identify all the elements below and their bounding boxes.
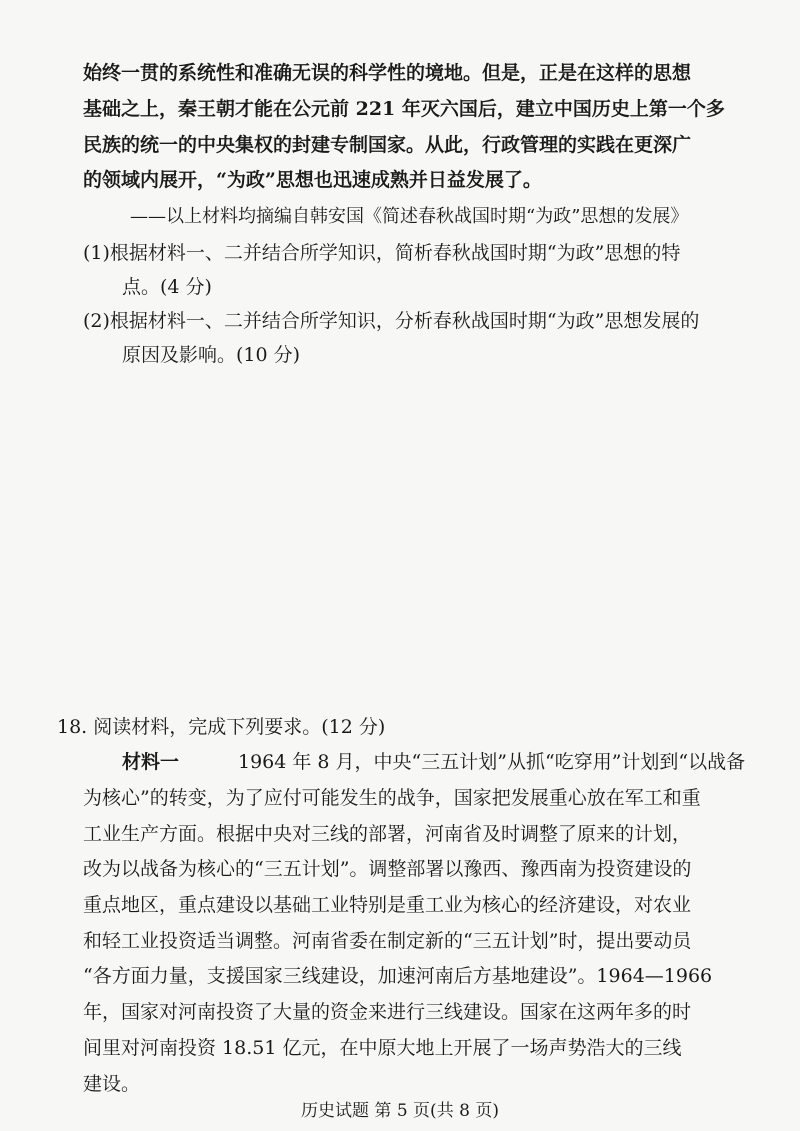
question-17-1: (1)根据材料一、二并结合所学知识，简析春秋战国时期“为政”思想的特 [83, 242, 681, 264]
material-line: 1964 年 8 月，中央“三五计划”从抓“吃穿用”计划到“以战备 [238, 751, 746, 773]
question-18-heading: 18. 阅读材料，完成下列要求。(12 分) [57, 716, 386, 738]
material-line: 和轻工业投资适当调整。河南省委在制定新的“三五计划”时，提出要动员 [83, 930, 692, 952]
question-17-2: (2)根据材料一、二并结合所学知识，分析春秋战国时期“为政”思想发展的 [83, 310, 700, 332]
question-17-1-cont: 点。(4 分) [122, 276, 212, 298]
material-line: 间里对河南投资 18.51 亿元，在中原大地上开展了一场声势浩大的三线 [83, 1037, 682, 1059]
material-line: 工业生产方面。根据中央对三线的部署，河南省及时调整了原来的计划， [83, 823, 692, 845]
passage-line: 基础之上，秦王朝才能在公元前 221 年灭六国后，建立中国历史上第一个多 [83, 98, 725, 120]
material-line: 为核心”的转变，为了应付可能发生的战争，国家把发展重心放在军工和重 [83, 787, 701, 809]
material-label: 材料一 [122, 751, 180, 773]
source-citation: ——以上材料均摘编自韩安国《简述春秋战国时期“为政”思想的发展》 [130, 206, 689, 227]
material-line: “各方面力量，支援国家三线建设，加速河南后方基地建设”。1964—1966 [83, 965, 713, 987]
material-line: 年，国家对河南投资了大量的资金来进行三线建设。国家在这两年多的时 [83, 1001, 692, 1023]
passage-line: 始终一贯的系统性和准确无误的科学性的境地。但是，正是在这样的思想 [83, 62, 692, 84]
material-line: 重点地区，重点建设以基础工业特别是重工业为核心的经济建设，对农业 [83, 894, 692, 916]
question-17-2-cont: 原因及影响。(10 分) [122, 344, 301, 366]
passage-line: 民族的统一的中央集权的封建专制国家。从此，行政管理的实践在更深广 [83, 134, 692, 156]
passage-line: 的领域内展开，“为政”思想也迅速成熟并日益发展了。 [83, 169, 542, 191]
material-line: 改为以战备为核心的“三五计划”。调整部署以豫西、豫西南为投资建设的 [83, 858, 692, 880]
page-footer: 历史试题 第 5 页(共 8 页) [301, 1101, 499, 1121]
material-line: 建设。 [83, 1073, 141, 1095]
